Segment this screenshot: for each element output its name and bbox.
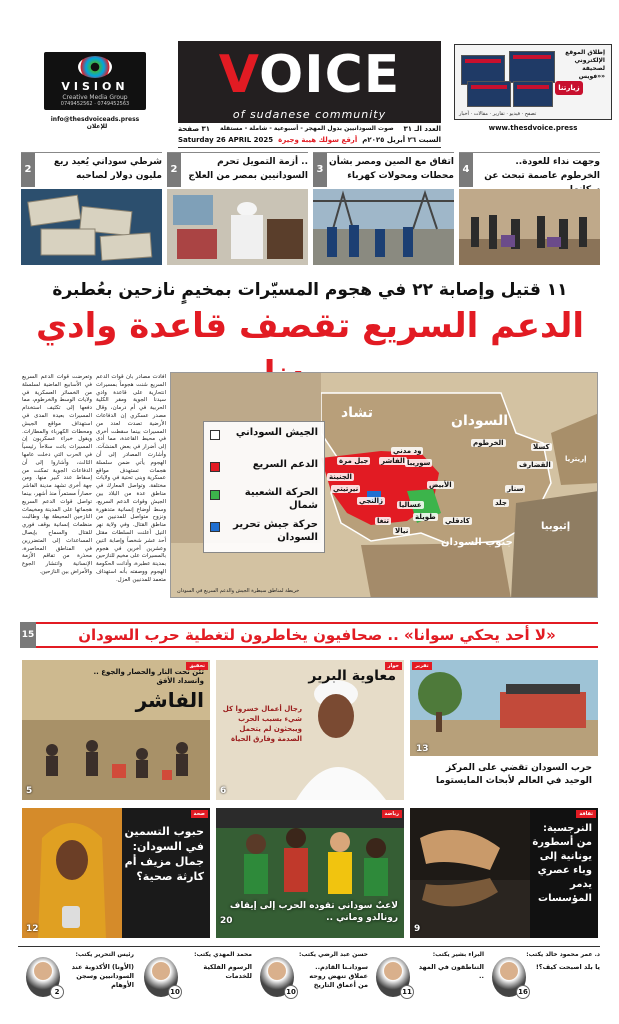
legend-swatch bbox=[210, 522, 220, 532]
voice-logo: VOICE bbox=[218, 45, 401, 105]
legend-item: الدعم السريع bbox=[208, 458, 320, 488]
city-label: سنار bbox=[507, 485, 524, 493]
city-label: عساليا bbox=[399, 501, 422, 509]
website-promo[interactable] bbox=[454, 44, 612, 120]
feature-narcissism[interactable] bbox=[410, 808, 598, 938]
feature-briar[interactable] bbox=[216, 660, 404, 800]
page-number: 5 bbox=[26, 786, 33, 796]
column-title[interactable]: التناطقون في المهد .. bbox=[418, 963, 484, 980]
column-title[interactable]: سودانـنا القادم.. عملاق تنهض روحه من أعماق التاريخ bbox=[309, 963, 368, 989]
section-tag: صحة bbox=[191, 810, 208, 818]
eye-icon bbox=[78, 56, 112, 78]
map-legend bbox=[203, 421, 325, 553]
legend-swatch bbox=[210, 462, 220, 472]
mycetoma-title: حرب السودان تقضي على المركز الوحيد في العالم لأبحاث المايستوما bbox=[435, 763, 592, 786]
page-number: 13 bbox=[416, 744, 429, 754]
column-author: د. عمر محمود خالد يكتب: bbox=[526, 951, 600, 958]
top-story-policeman[interactable] bbox=[21, 152, 162, 264]
research-center-photo bbox=[410, 660, 598, 756]
section-tag: رياضة bbox=[382, 810, 403, 818]
top-story-khartoum[interactable] bbox=[459, 152, 600, 264]
column-title[interactable]: الرسوم الفلكية للخدمات bbox=[203, 963, 252, 980]
page-number: 16 bbox=[516, 985, 530, 999]
opinion-columns bbox=[18, 946, 600, 1002]
fasher-title: الفاشر bbox=[135, 688, 204, 712]
money-photo bbox=[21, 189, 162, 265]
feature-football[interactable] bbox=[216, 808, 404, 938]
city-label: كسلا bbox=[533, 443, 550, 451]
vision-subtitle: Creative Media Group bbox=[62, 94, 128, 101]
story-headline[interactable]: اتفاق مع الصين ومصر بشأن محطات ومحولات كهرباء bbox=[329, 157, 454, 181]
label-south-sudan: جنوب السودان bbox=[441, 537, 513, 548]
tagline: صوت السودانيين بدول المهجر - أسبوعية - شاملة - مستقلة bbox=[219, 125, 394, 132]
page-number: 20 bbox=[220, 916, 233, 926]
journalists-banner[interactable] bbox=[22, 622, 598, 648]
sub-headline[interactable]: ١١ قتيل وإصابة ٢٢ في هجوم المسيّرات بمخيمٍ نازحين بعُطبرة bbox=[52, 280, 568, 300]
legend-item: الجيش السوداني bbox=[208, 426, 320, 456]
date-ar: السبت ٢٦ أبريل ٢٠٢٥م bbox=[362, 136, 441, 144]
masthead-subtitle: of sudanese community bbox=[232, 108, 387, 121]
issue-bar bbox=[178, 124, 441, 148]
masthead-logo bbox=[178, 41, 441, 123]
control-map bbox=[170, 372, 598, 598]
legend-swatch bbox=[210, 430, 220, 440]
column-editor[interactable] bbox=[24, 951, 134, 1001]
story-column-2: وتعرضت قوات الدعم السريع في الأسابيع الماضية لسلسلة من الخسائر العسكرية في ولايات الوسط والخرطوم، مما دفعها إلى تكثيف استخدام المسيرات بعيدة المدى في استهداف مواقع الجيش ومحطات الكهرباء والمطارات. ويقول خبراء عسكريون إن المسيرات باتت سلاحاً رئيسياً في الحرب التي دخلت عامها الثالث، وأشاروا إلى أن الدفاعات الجوية تمكنت من إسقاط عدد كبير منها. ومن جهة أخرى تشهد مدينة الفاشر حصاراً مستمراً منذ أشهر، بينما تواصل قوات الدعم السريع هجماتها على المدينة ومخيمات النازحين المحيطة بها. وطالبت منظمات إنسانية بوقف فوري للقتال والسماح بإيصال المساعدات إلى المتضررين في المناطق المحاصرة، محذرة من تفاقم الأزمة الإنسانية وانتشار الجوع والأمراض بين النازحين. bbox=[22, 374, 92, 575]
feature-fasher[interactable] bbox=[22, 660, 210, 800]
fasher-subtitle: تئن تحت النار والحصار والجوع .. وانسداد الأفق bbox=[93, 668, 204, 685]
legend-item: الحركة الشعبية شمال bbox=[208, 486, 320, 516]
main-headline[interactable]: الدعم السريع تقصف قاعدة وادي bbox=[35, 306, 585, 346]
page-number: 9 bbox=[414, 924, 421, 934]
banner-headline[interactable]: «لا أحد يحكي سوانا» .. صحافيون يخاطرون لتغطية حرب السودان bbox=[78, 626, 556, 644]
story-column-1: أفادت مصادر بأن قوات الدعم السريع شنت هجوماً بمسيرات انتحارية على قاعدة وادي سيدنا الجوية ومقر الكلية الحربية في أم درمان، وقال مصدر عسكري إن الدفاعات الأرضية تصدت لعدد من المسيرات بينما سقطت أخرى في محيط القاعدة، مما أدى إلى أضرار في بعض المنشآت. وأشارت المصادر إلى أن الهجوم يأتي ضمن سلسلة هجمات تستهدف مواقع عسكرية وبنى تحتية في ولايات مختلفة. وتواصل المعارك في مناطق عدة من البلاد بين الجيش وقوات الدعم السريع، وسط أوضاع إنسانية متدهورة ونزوح متواصل للمدنيين من مناطق القتال. وفي ولاية نهر النيل أعلنت السلطات مقتل أحد عشر شخصاً وإصابة اثنين وعشرين آخرين في هجوم بالمسيرات على مخيم للنازحين بمدينة عطبرة، وأدانت الحكومة الهجوم ووصفته بأنه استهداف متعمد للمدنيين العزل. bbox=[96, 374, 166, 583]
visit-badge[interactable]: زيارتنا bbox=[555, 81, 583, 95]
page-number: 2 bbox=[21, 153, 35, 187]
feature-weight-pills[interactable] bbox=[22, 808, 210, 938]
label-chad: تشاد bbox=[341, 405, 373, 421]
city-label: الأبيض bbox=[429, 481, 452, 489]
vision-contact bbox=[44, 116, 146, 130]
column-title[interactable]: (الأونا) الأكذوبة عند السودانيين وسجن الأوهام bbox=[71, 963, 134, 989]
section-tag: حوار bbox=[385, 662, 402, 670]
website-url[interactable]: www.thesdvoice.press bbox=[488, 124, 578, 132]
promo-tags: تصفح · فيديو · تقارير · مقالات · أخبار bbox=[459, 111, 537, 117]
promo-text: إطلاق الموقع الإلكتروني لصحيفة «فويس» bbox=[565, 49, 605, 80]
top-story-treatment[interactable] bbox=[167, 152, 308, 264]
column-hassan[interactable] bbox=[258, 951, 368, 1001]
column-author: رئيس التحرير يكتب: bbox=[75, 951, 134, 958]
weight-pills-title: حبوب التسمين في السودان: جمال مزيف أم كارثة صحية؟ bbox=[124, 825, 204, 883]
page-number: 12 bbox=[26, 924, 39, 934]
power-station-photo bbox=[313, 189, 454, 265]
vision-label: للإعلان bbox=[86, 123, 108, 130]
slogan: أرقع سولك هيبة وجيرة bbox=[278, 136, 358, 144]
vision-phone: 0749452562 · 0749452563 bbox=[60, 101, 130, 107]
city-label: نيالا bbox=[395, 527, 409, 535]
city-label: الخرطوم bbox=[473, 439, 504, 447]
feature-mycetoma[interactable] bbox=[410, 660, 598, 800]
vision-title: VISION bbox=[61, 80, 129, 93]
section-tag: تقرير bbox=[412, 662, 432, 670]
vision-email[interactable]: info@thesdvoiceads.press bbox=[50, 116, 140, 123]
column-author: حسن عبد الرضي يكتب: bbox=[299, 951, 368, 958]
top-story-electricity[interactable] bbox=[313, 152, 454, 264]
page-count: ٣١ صفحة bbox=[178, 125, 211, 133]
section-tag: تحقيق bbox=[186, 662, 208, 670]
column-albaraa[interactable] bbox=[374, 951, 484, 1001]
column-author: محمد المهدي يكتب: bbox=[194, 951, 252, 958]
page-number: 6 bbox=[220, 786, 227, 796]
city-label: القضارف bbox=[519, 461, 551, 469]
city-label: جبل مرة bbox=[339, 457, 369, 465]
page-number: 10 bbox=[168, 985, 182, 999]
page-number: 4 bbox=[459, 153, 473, 187]
date-en: Saturday 26 APRIL 2025 bbox=[178, 136, 274, 144]
page-number: 10 bbox=[284, 985, 298, 999]
city-label: ود مدني bbox=[393, 447, 422, 455]
briar-name: معاوية البرير bbox=[308, 668, 396, 684]
section-tag: ثقافة bbox=[576, 810, 596, 818]
map-caption: خريطة لمناطق سيطرة الجيش والدعم السريع في السودان bbox=[177, 588, 300, 594]
city-label: الجنينة bbox=[329, 473, 352, 481]
page-number: 11 bbox=[400, 985, 414, 999]
label-eritrea: إريتريا bbox=[565, 455, 587, 463]
legend-item: حركة جيش تحرير السودان bbox=[208, 518, 320, 548]
issue-number: العدد الـ ٣١ bbox=[403, 125, 441, 133]
page-number: 2 bbox=[167, 153, 181, 187]
football-title: لاعبٌ سوداني تقوده الحرب إلى إيقاف رونالدو وماني .. bbox=[229, 901, 398, 923]
briar-quote: رجال أعمال خسروا كل شيء بسبب الحرب ويبحثون لم يتحمل الصدمة وفارق الحياة bbox=[222, 705, 302, 743]
page-number: 3 bbox=[313, 153, 327, 187]
clinic-photo bbox=[167, 189, 308, 265]
city-label: زالنجي bbox=[359, 497, 384, 505]
city-label: تنغا bbox=[377, 517, 390, 525]
column-title[interactable]: يا بلد اصبحت كيف؟! bbox=[535, 963, 600, 971]
page-number: 15 bbox=[20, 622, 36, 648]
city-label: طويلة bbox=[415, 513, 436, 521]
city-label: سوريبا bbox=[407, 459, 431, 467]
legend-swatch bbox=[210, 490, 220, 500]
vision-ad[interactable] bbox=[44, 52, 146, 110]
column-author: البراء بشير يكتب: bbox=[432, 951, 484, 958]
narcissus-painting bbox=[410, 808, 530, 938]
city-label: جلد bbox=[495, 499, 507, 507]
city-label: نيرتيتي bbox=[333, 485, 359, 493]
city-label: كادقلي bbox=[445, 517, 470, 525]
story-headline[interactable]: .. أزمة التمويل تحرم السودانيين بمصر من العلاج bbox=[188, 157, 308, 181]
column-mahdi[interactable] bbox=[142, 951, 252, 1001]
label-sudan: السودان bbox=[451, 413, 509, 429]
label-ethiopia: إثيوبيا bbox=[541, 521, 571, 532]
city-label: الفاشر bbox=[381, 457, 405, 465]
story-headline[interactable]: وجهت نداء للعودة.. الخرطوم عاصمة تبحث عن bbox=[484, 157, 600, 181]
website-screenshots bbox=[461, 51, 557, 109]
column-omar[interactable] bbox=[490, 951, 600, 1001]
returnees-photo bbox=[459, 189, 600, 265]
page-number: 2 bbox=[50, 985, 64, 999]
woman-photo bbox=[22, 808, 122, 938]
narcissism-title: النرجسية: من أسطورة يونانية إلى وباء عصري يدمر المؤسسات bbox=[532, 823, 592, 904]
story-headline[interactable]: شرطي سوداني يُعيد ربع مليون دولار لصاحبه bbox=[53, 157, 162, 181]
